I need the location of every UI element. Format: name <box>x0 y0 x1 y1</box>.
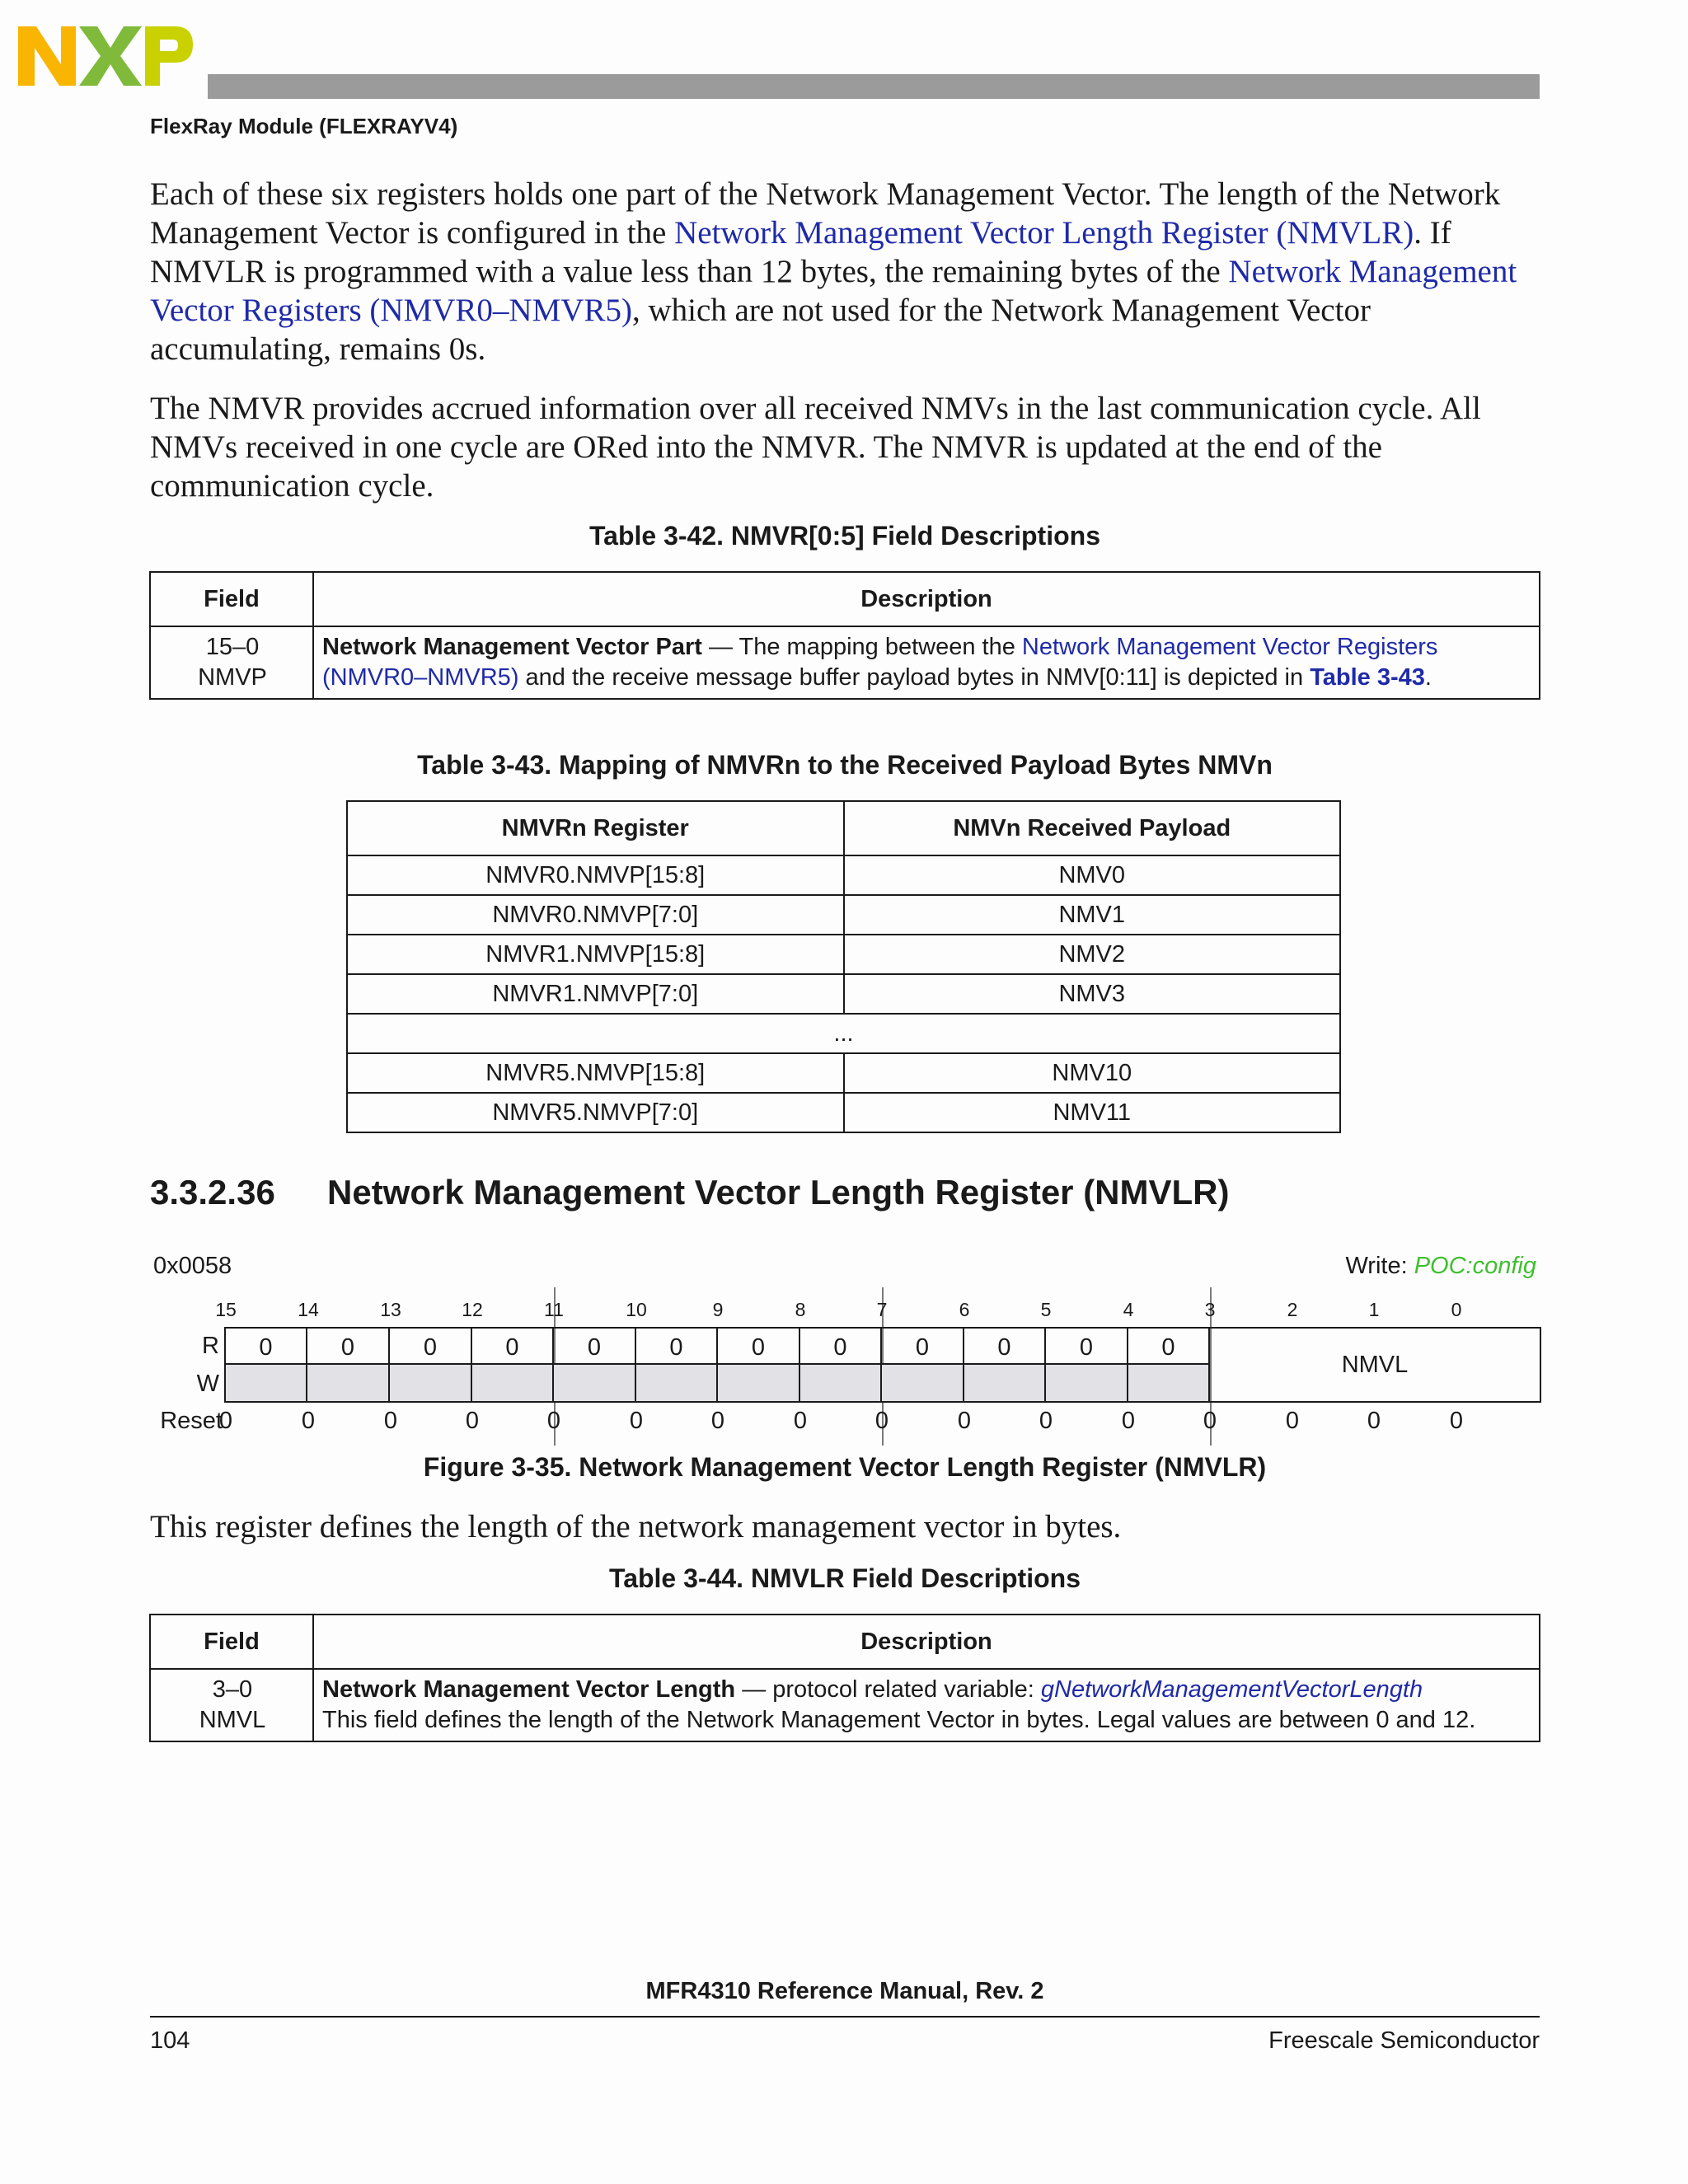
write-bit-cell-reserved <box>554 1365 636 1403</box>
bit-number: 13 <box>380 1299 401 1320</box>
payload-cell: NMV3 <box>844 974 1341 1014</box>
description-bold: Network Management Vector Length <box>322 1676 736 1703</box>
reset-value: 0 <box>1285 1408 1300 1434</box>
para1-text-3: , which are not used for the Network Management Vector accumulating, remains 0s. <box>150 293 1371 367</box>
register-cell: NMVR1.NMVP[7:0] <box>347 974 844 1014</box>
bit-number: 9 <box>712 1299 724 1320</box>
field-name: NMVL <box>199 1707 266 1733</box>
reset-value: 0 <box>1039 1408 1053 1434</box>
page-number: 104 <box>150 2027 190 2054</box>
bit-number: 5 <box>1040 1299 1052 1320</box>
reset-value: 0 <box>793 1408 808 1434</box>
read-bit-cell: 0 <box>636 1327 718 1365</box>
table-344-header-description: Description <box>313 1615 1540 1669</box>
read-bit-cell: 0 <box>554 1327 636 1365</box>
table-343-caption: Table 3-43. Mapping of NMVRn to the Received Payload Bytes NMVn <box>417 750 1273 780</box>
section-number: 3.3.2.36 <box>150 1173 275 1212</box>
reset-value: 0 <box>957 1408 972 1434</box>
intro-paragraph <box>150 175 1543 368</box>
bit-number: 15 <box>215 1299 237 1320</box>
write-condition <box>1345 1253 1536 1280</box>
bit-number: 6 <box>959 1299 970 1320</box>
bit-number: 2 <box>1287 1299 1298 1320</box>
table-344-description-cell <box>313 1669 1540 1741</box>
read-bit-cell: 0 <box>472 1327 554 1365</box>
table-row <box>150 1669 1540 1741</box>
write-bit-cell-reserved <box>882 1365 964 1403</box>
table-row <box>347 1053 1340 1093</box>
reset-value: 0 <box>1203 1408 1217 1434</box>
reset-value: 0 <box>1449 1408 1464 1434</box>
write-bit-cell-reserved <box>1046 1365 1128 1403</box>
bit-number: 8 <box>795 1299 806 1320</box>
bit-number: 4 <box>1123 1299 1134 1320</box>
table-342-field-cell <box>150 626 313 699</box>
table-344-header-field: Field <box>150 1615 313 1669</box>
write-bit-cell-reserved <box>1128 1365 1210 1403</box>
read-bit-cell: 0 <box>718 1327 800 1365</box>
description-text: and the receive message buffer payload bytes in NMV[0:11] is depicted in <box>518 664 1311 691</box>
nmvr-registers-link[interactable]: Network Management Vector Registers (NMVR0–NMVR5) <box>322 634 1438 691</box>
register-cell: NMVR1.NMVP[15:8] <box>347 935 844 974</box>
bit-number: 11 <box>544 1299 564 1320</box>
reset-value: 0 <box>1367 1408 1381 1434</box>
figure-caption: Figure 3-35. Network Management Vector Length Register (NMVLR) <box>423 1452 1267 1482</box>
header-bar <box>208 74 1540 99</box>
table-344-field-cell <box>150 1669 313 1741</box>
nmvlr-link[interactable]: Network Management Vector Length Register (NMVLR) <box>674 215 1414 251</box>
register-cell: NMVR5.NMVP[15:8] <box>347 1053 844 1093</box>
table-342-description-cell <box>313 626 1540 699</box>
bit-number: 12 <box>462 1299 483 1320</box>
register-cell: NMVR5.NMVP[7:0] <box>347 1093 844 1132</box>
field-bits: 3–0 <box>212 1676 253 1703</box>
read-bit-cell: 0 <box>390 1327 472 1365</box>
bit-number: 0 <box>1451 1299 1462 1320</box>
protocol-variable-link[interactable]: gNetworkManagementVectorLength <box>1040 1676 1423 1703</box>
para1-text-1: Each of these six registers holds one part of the Network Management Vector. The length of the Network Management Vector is configured in the <box>150 176 1501 251</box>
table-342-caption: Table 3-42. NMVR[0:5] Field Descriptions <box>589 521 1100 551</box>
payload-cell: NMV1 <box>844 895 1341 935</box>
reset-value: 0 <box>383 1408 398 1434</box>
reset-value: 0 <box>1121 1408 1136 1434</box>
register-address: 0x0058 <box>153 1253 232 1279</box>
nmvl-field-cell: NMVL <box>1210 1327 1541 1403</box>
payload-cell: NMV11 <box>844 1093 1341 1132</box>
description-text: . <box>1424 664 1432 691</box>
payload-cell: NMV2 <box>844 935 1341 974</box>
payload-cell: NMV10 <box>844 1053 1341 1093</box>
bit-number: 1 <box>1368 1299 1380 1320</box>
write-label: Write: <box>1345 1253 1414 1279</box>
table-344 <box>149 1614 1540 1742</box>
write-bit-cell-reserved <box>718 1365 800 1403</box>
write-row-label: W <box>196 1371 219 1397</box>
bit-number: 7 <box>876 1299 888 1320</box>
running-head: FlexRay Module (FLEXRAYV4) <box>150 114 458 138</box>
description-text: — The mapping between the <box>701 634 1022 660</box>
reset-value: 0 <box>218 1408 233 1434</box>
table-row <box>347 974 1340 1014</box>
table-342 <box>149 571 1540 700</box>
read-bit-cell: 0 <box>882 1327 964 1365</box>
table-343-ref-link[interactable]: Table 3-43 <box>1310 664 1425 691</box>
table-343-header-payload: NMVn Received Payload <box>844 801 1341 855</box>
section-title: Network Management Vector Length Register (NMVLR) <box>327 1173 1230 1212</box>
table-row <box>347 1093 1340 1132</box>
table-row <box>347 1014 1340 1053</box>
reset-value: 0 <box>546 1408 561 1434</box>
nmvr-registers-link[interactable]: Network Management Vector Registers (NMVR0–NMVR5) <box>150 254 1517 328</box>
table-342-header-description: Description <box>313 572 1540 626</box>
reset-row-label: Reset <box>160 1408 223 1434</box>
reset-value: 0 <box>874 1408 889 1434</box>
write-bit-cell-reserved <box>226 1365 307 1403</box>
reset-value: 0 <box>465 1408 480 1434</box>
bit-number: 3 <box>1204 1299 1216 1320</box>
write-bit-cell-reserved <box>390 1365 472 1403</box>
write-bit-cell-reserved <box>307 1365 390 1403</box>
description-text: This field defines the length of the Network Management Vector in bytes. Legal values are between 0 and 12. <box>322 1707 1476 1733</box>
table-row <box>347 895 1340 935</box>
bit-number: 14 <box>298 1299 319 1320</box>
footer-rule <box>150 2016 1540 2018</box>
table-row <box>347 855 1340 895</box>
register-cell: NMVR0.NMVP[7:0] <box>347 895 844 935</box>
nmvr-paragraph: The NMVR provides accrued information over all received NMVs in the last communication cycle. All NMVs received in one cycle are ORed into the NMVR. The NMVR is updated at the end of the communication cycle. <box>150 391 1481 504</box>
field-name: NMVP <box>198 664 267 691</box>
publisher: Freescale Semiconductor <box>1268 2027 1540 2054</box>
footer-manual-title: MFR4310 Reference Manual, Rev. 2 <box>645 1978 1044 2004</box>
payload-cell: NMV0 <box>844 855 1341 895</box>
reset-value: 0 <box>629 1408 644 1434</box>
table-row <box>347 935 1340 974</box>
table-344-caption: Table 3-44. NMVLR Field Descriptions <box>609 1563 1081 1593</box>
read-bit-cell: 0 <box>1046 1327 1128 1365</box>
reset-value: 0 <box>301 1408 316 1434</box>
read-bit-cell: 0 <box>226 1327 307 1365</box>
table-row <box>150 626 1540 699</box>
field-bits: 15–0 <box>205 634 260 660</box>
table-343 <box>346 800 1341 1133</box>
nxp-logo <box>18 23 193 89</box>
write-bit-cell-reserved <box>800 1365 882 1403</box>
table-342-header-field: Field <box>150 572 313 626</box>
description-text: — protocol related variable: <box>735 1676 1041 1703</box>
read-bit-cell: 0 <box>964 1327 1046 1365</box>
read-bit-cell: 0 <box>1128 1327 1210 1365</box>
register-cell: NMVR0.NMVP[15:8] <box>347 855 844 895</box>
reset-value: 0 <box>710 1408 725 1434</box>
ellipsis-cell: ... <box>347 1014 1340 1053</box>
table-343-header-register: NMVRn Register <box>347 801 844 855</box>
register-diagram <box>148 1244 1541 1442</box>
para1-text-2: . If NMVLR is programmed with a value less than 12 bytes, the remaining bytes of the <box>150 215 1451 289</box>
write-bit-cell-reserved <box>472 1365 554 1403</box>
bit-number: 10 <box>626 1299 647 1320</box>
read-bit-cell: 0 <box>800 1327 882 1365</box>
section-heading <box>150 1173 1229 1212</box>
description-bold: Network Management Vector Part <box>322 634 702 660</box>
write-bit-cell-reserved <box>636 1365 718 1403</box>
nmvlr-paragraph: This register defines the length of the network management vector in bytes. <box>150 1509 1122 1544</box>
read-row-label: R <box>202 1333 219 1359</box>
write-bit-cell-reserved <box>964 1365 1046 1403</box>
poc-config-label: POC:config <box>1414 1253 1536 1279</box>
read-bit-cell: 0 <box>307 1327 390 1365</box>
